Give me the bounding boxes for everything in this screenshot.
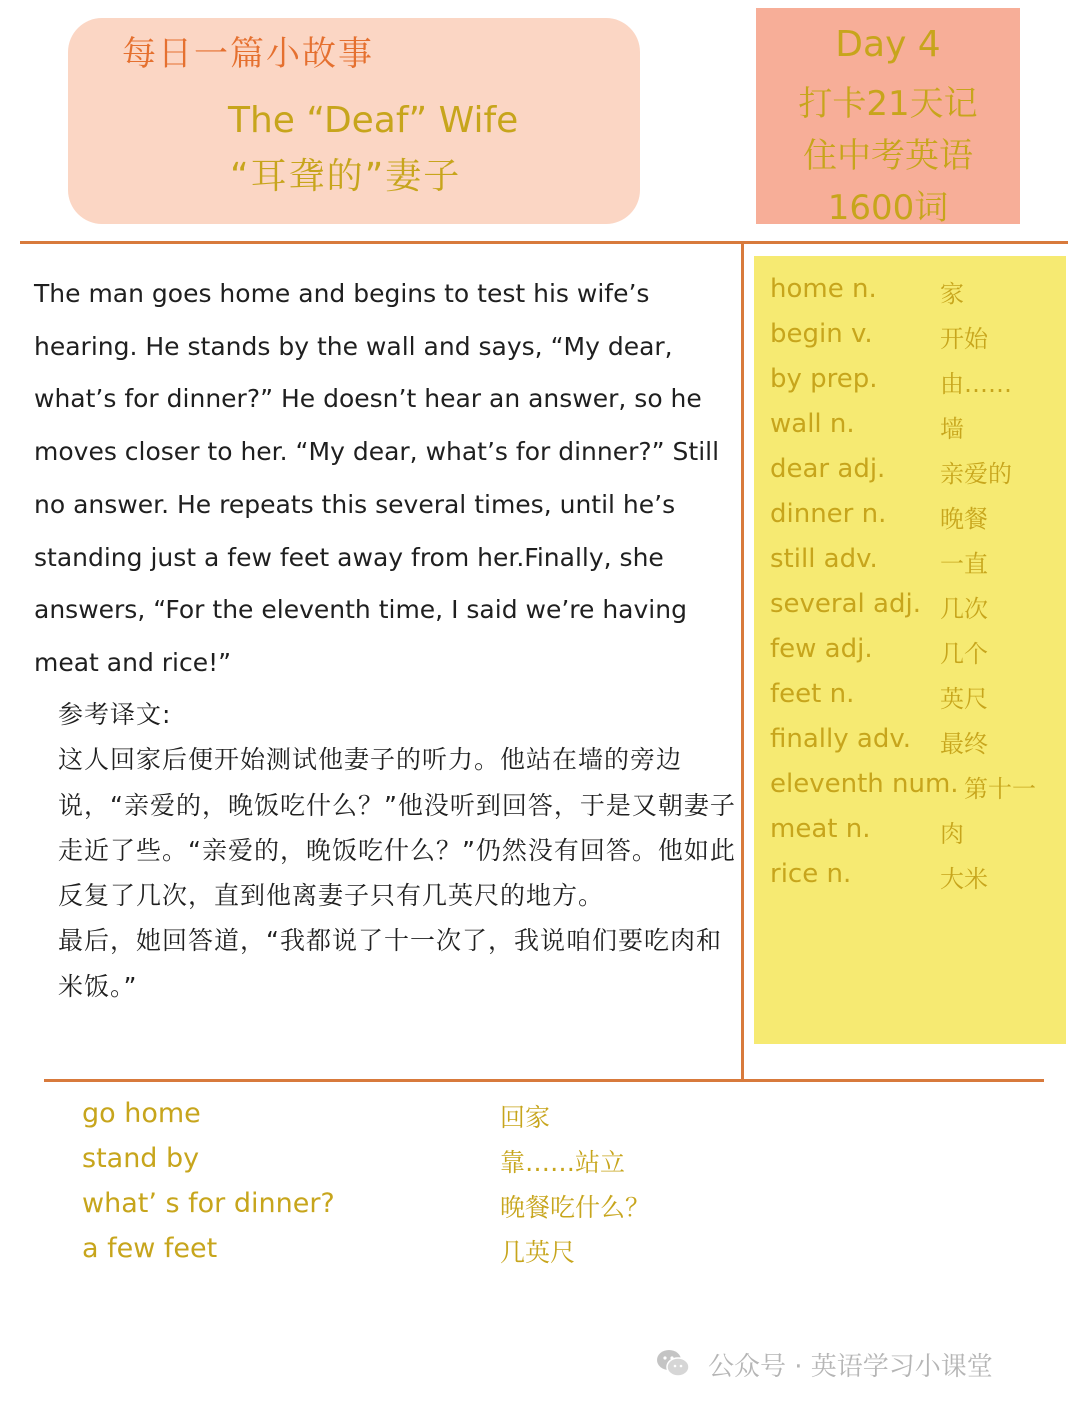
phrase-en: a few feet: [82, 1233, 218, 1264]
day-label: Day 4: [835, 24, 941, 65]
vocab-meaning: 亲爱的: [940, 460, 1012, 488]
phrase-zh: 几英尺: [500, 1238, 576, 1267]
vocab-meaning: 由……: [940, 370, 1012, 398]
vocab-meaning: 家: [940, 280, 964, 308]
bottom-divider: [44, 1079, 1044, 1082]
phrase-zh: 回家: [500, 1103, 551, 1132]
tagline-line-2: 住中考英语: [803, 136, 973, 176]
title-card: [68, 18, 640, 224]
phrase-en: what’ s for dinner?: [82, 1188, 335, 1219]
vocab-meaning: 开始: [940, 325, 988, 353]
vocab-word: meat n.: [770, 814, 871, 844]
phrase-item: [0, 1188, 1080, 1228]
translation-paragraph-2: 最后，她回答道，“我都说了十一次了，我说咱们要吃肉和米饭。”: [58, 926, 722, 1001]
tagline-line-3: 1600词: [827, 188, 949, 228]
vertical-divider: [741, 241, 744, 1081]
vocab-meaning: 几次: [940, 595, 988, 623]
wechat-icon: [656, 1348, 690, 1378]
vocab-meaning: 最终: [940, 730, 988, 758]
tagline-line-1: 打卡21天记: [798, 84, 978, 124]
vocab-meaning: 晚餐: [940, 505, 988, 533]
vocab-word: dear adj.: [770, 454, 886, 484]
vocab-word: several adj.: [770, 589, 921, 619]
vocab-word: wall n.: [770, 409, 855, 439]
translation: [58, 692, 738, 1009]
series-title: 每日一篇小故事: [122, 34, 374, 74]
phrase-en: stand by: [82, 1143, 200, 1174]
vocab-word: few adj.: [770, 634, 873, 664]
phrase-en: go home: [82, 1098, 201, 1129]
vocab-word: by prep.: [770, 364, 878, 394]
vocab-panel: [754, 256, 1066, 1044]
vocab-meaning: 英尺: [940, 685, 988, 713]
story-title-zh: “耳聋的”妻子: [230, 156, 462, 197]
vocab-meaning: 一直: [940, 550, 988, 578]
vocab-meaning: 墙: [940, 415, 964, 443]
phrase-zh: 靠……站立: [500, 1148, 626, 1177]
vocab-word: home n.: [770, 274, 877, 304]
phrase-item: [0, 1098, 1080, 1138]
phrase-zh: 晚餐吃什么？: [500, 1193, 651, 1222]
vocab-word: rice n.: [770, 859, 852, 889]
top-divider: [20, 241, 1068, 244]
translation-paragraph-1: 这人回家后便开始测试他妻子的听力。他站在墙的旁边说，“亲爱的，晚饭吃什么？”他没听到回答，于是又朝妻子走近了些。“亲爱的，晚饭吃什么？”仍然没有回答。他如此反复了几次，直到他离妻子只有几英尺的地方。: [58, 745, 736, 911]
phrase-item: [0, 1233, 1080, 1273]
day-card: [756, 8, 1020, 228]
vocab-word: dinner n.: [770, 499, 887, 529]
vocab-word: still adv.: [770, 544, 878, 574]
vocab-meaning: 肉: [940, 820, 964, 848]
translation-heading: 参考译文:: [58, 700, 172, 729]
story-title-en: The “Deaf” Wife: [228, 100, 519, 141]
vocab-word: finally adv.: [770, 724, 911, 754]
vocab-meaning: 第十一: [964, 775, 1036, 803]
vocab-word: eleventh num.: [770, 769, 959, 799]
watermark-text: 公众号 · 英语学习小课堂: [708, 1352, 993, 1382]
vocab-word: begin v.: [770, 319, 873, 349]
vocab-meaning: 大米: [940, 865, 988, 893]
vocab-meaning: 几个: [940, 640, 988, 668]
phrase-item: [0, 1143, 1080, 1183]
vocab-word: feet n.: [770, 679, 855, 709]
story-text: The man goes home and begins to test his wife’s hearing. He stands by the wall and says, “My dear, what’s for dinner?” He doesn’t hear an answer, so he moves closer to her. “My dear, what’s for dinner?” Still no answer. He repeats this several times, until he’s standing just a few feet away from her.Finally, she answers, “For the eleventh time, I said we’re having meat and rice!”: [34, 279, 720, 677]
